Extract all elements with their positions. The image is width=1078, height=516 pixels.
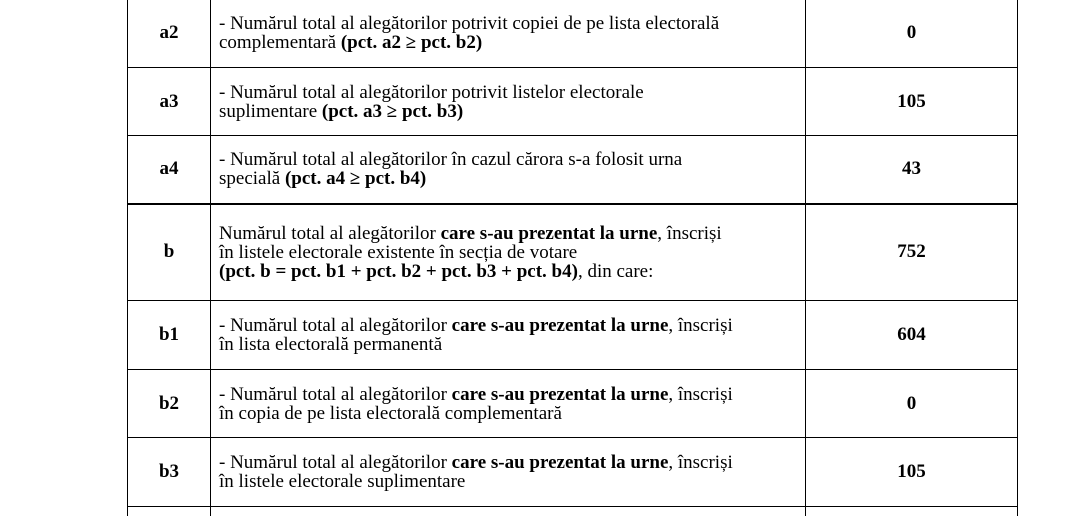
row-description-cell <box>211 301 806 370</box>
table-row <box>128 438 1018 507</box>
table-row <box>128 68 1018 136</box>
row-value-cell: 105 <box>806 438 1018 507</box>
description-bold-text: (pct. b = pct. b1 + pct. b2 + pct. b3 + pct. b4) <box>219 260 578 282</box>
description-text: specială <box>219 168 285 190</box>
description-text: în lista electorală permanentă <box>219 334 443 355</box>
row-description-cell <box>211 0 806 68</box>
row-code-cell: b1 <box>128 301 211 370</box>
row-value-cell: 105 <box>806 68 1018 136</box>
description-line <box>219 404 799 423</box>
description-bold-text: (pct. a2 ≥ pct. b2) <box>340 32 483 53</box>
description-text: - Numărul total al alegătorilor <box>219 452 452 473</box>
description-text: - Numărul total al alegătorilor potrivit listelor electorale <box>219 81 644 103</box>
description-bold-text: care s-au prezentat la urne <box>451 315 669 336</box>
row-description-cell <box>211 136 806 204</box>
description-line <box>219 224 799 243</box>
description-text: , înscriși <box>668 383 733 405</box>
voter-count-table <box>127 0 1018 516</box>
table-row <box>128 0 1018 68</box>
description-line <box>219 472 799 491</box>
table-body <box>128 0 1018 516</box>
description-line <box>219 169 799 188</box>
description-text: , din care: <box>577 260 654 282</box>
row-description-cell <box>211 507 806 516</box>
table-row <box>128 204 1018 301</box>
description-text: suplimentare <box>219 100 322 122</box>
table-row <box>128 370 1018 438</box>
row-description-cell <box>211 68 806 136</box>
row-value-cell: 752 <box>806 204 1018 301</box>
table-row <box>128 136 1018 204</box>
description-bold-text: care s-au prezentat la urne <box>451 383 669 405</box>
description-text: , înscriși <box>657 222 722 244</box>
row-description-cell <box>211 204 806 301</box>
description-text: în listele electorale suplimentare <box>219 471 466 492</box>
description-bold-text: (pct. a4 ≥ pct. b4) <box>284 168 427 190</box>
description-line <box>219 316 799 335</box>
description-line <box>219 385 799 404</box>
description-line <box>219 150 799 169</box>
description-line <box>219 335 799 354</box>
description-text: - Numărul total al alegătorilor <box>219 315 452 336</box>
description-text: - Numărul total al alegătorilor potrivit copiei de pe lista electorală <box>219 13 720 34</box>
row-code-cell: b3 <box>128 438 211 507</box>
description-text: în listele electorale existente în secția de votare <box>219 241 578 263</box>
description-line <box>219 14 799 33</box>
description-text: Numărul total al alegătorilor <box>219 222 441 244</box>
row-value-cell: 0 <box>806 0 1018 68</box>
description-text: complementară <box>219 32 341 53</box>
row-value-cell: 0 <box>806 370 1018 438</box>
row-code-cell: a2 <box>128 0 211 68</box>
table-row <box>128 507 1018 516</box>
description-text: - Numărul total al alegătorilor <box>219 383 452 405</box>
row-code-cell <box>128 507 211 516</box>
description-line <box>219 83 799 102</box>
row-description-cell <box>211 370 806 438</box>
row-value-cell: 43 <box>806 136 1018 204</box>
row-description-cell <box>211 438 806 507</box>
row-code-cell: a4 <box>128 136 211 204</box>
description-text: , înscriși <box>668 452 733 473</box>
row-value-cell: 604 <box>806 301 1018 370</box>
description-line <box>219 102 799 121</box>
row-code-cell: b2 <box>128 370 211 438</box>
description-text: - Numărul total al alegătorilor în cazul cărora s-a folosit urna <box>219 149 683 171</box>
description-line <box>219 453 799 472</box>
row-value-cell <box>806 507 1018 516</box>
description-line <box>219 33 799 52</box>
table-row <box>128 301 1018 370</box>
description-text: , înscriși <box>668 315 733 336</box>
description-text: în copia de pe lista electorală complementară <box>219 402 562 424</box>
description-line <box>219 243 799 262</box>
description-bold-text: care s-au prezentat la urne <box>440 222 658 244</box>
description-bold-text: (pct. a3 ≥ pct. b3) <box>321 100 464 122</box>
description-bold-text: care s-au prezentat la urne <box>451 452 669 473</box>
row-code-cell: a3 <box>128 68 211 136</box>
description-line <box>219 262 799 281</box>
row-code-cell: b <box>128 204 211 301</box>
